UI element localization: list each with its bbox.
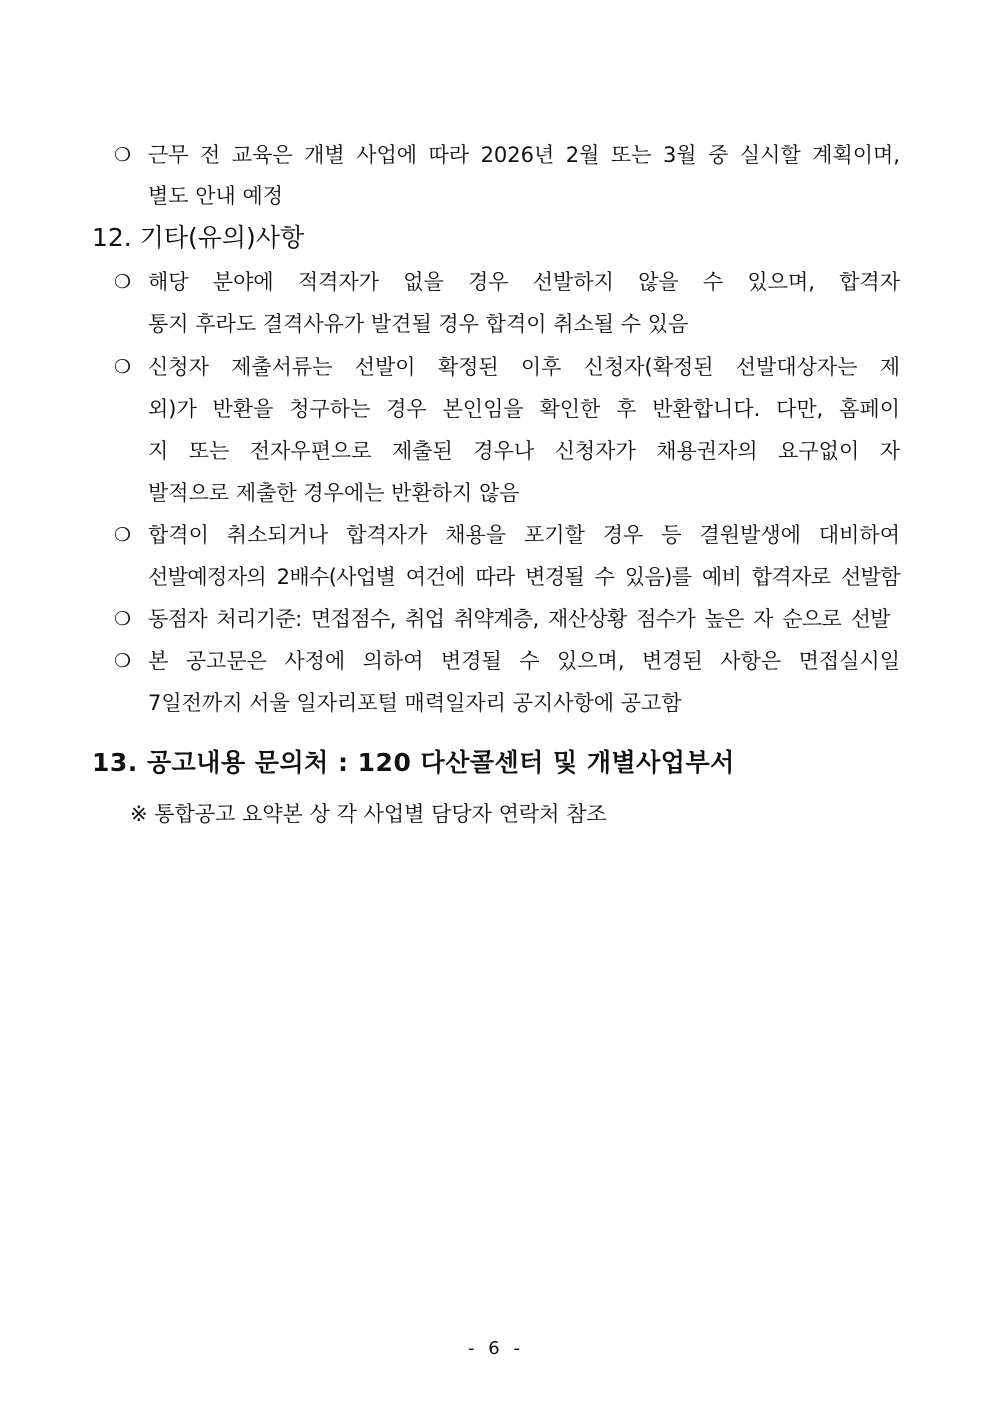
item-line: 7일전까지 서울 일자리포털 매력일자리 공지사항에 공고함 — [148, 691, 682, 715]
bullet-icon: ❍ — [114, 608, 132, 630]
section-13-heading: 13. 공고내용 문의처 : 120 다산콜센터 및 개별사업부서 — [92, 748, 735, 777]
item-line: 발적으로 제출한 경우에는 반환하지 않음 — [148, 481, 520, 505]
item-line: 통지 후라도 결격사유가 발견될 경우 합격이 취소될 수 있음 — [148, 312, 689, 336]
section-13-note: ※ 통합공고 요약본 상 각 사업별 담당자 연락처 참조 — [130, 802, 607, 826]
item-line: 지 또는 전자우편으로 제출된 경우나 신청자가 채용권자의 요구없이 자 — [148, 439, 900, 463]
intro-item-line-1: 근무 전 교육은 개별 사업에 따라 2026년 2월 또는 3월 중 실시할 계획이며, — [148, 143, 900, 167]
bullet-icon: ❍ — [114, 650, 132, 672]
section-12-heading: 12. 기타(유의)사항 — [92, 223, 305, 252]
item-line: 동점자 처리기준: 면접점수, 취업 취약계층, 재산상황 점수가 높은 자 순으로 선발 — [148, 607, 890, 631]
bullet-icon: ❍ — [114, 144, 132, 166]
page-number: - 6 - — [468, 1338, 524, 1359]
bullet-icon: ❍ — [114, 271, 132, 293]
item-line: 해당 분야에 적격자가 없을 경우 선발하지 않을 수 있으며, 합격자 — [148, 270, 900, 294]
item-line: 본 공고문은 사정에 의하여 변경될 수 있으며, 변경된 사항은 면접실시일 — [148, 649, 900, 673]
item-line: 외)가 반환을 청구하는 경우 본인임을 확인한 후 반환합니다. 다만, 홈페이 — [148, 397, 900, 421]
intro-item-line-2: 별도 안내 예정 — [148, 184, 284, 208]
item-line: 합격이 취소되거나 합격자가 채용을 포기할 경우 등 결원발생에 대비하여 — [148, 523, 900, 547]
item-line: 선발예정자의 2배수(사업별 여건에 따라 변경될 수 있음)를 예비 합격자로 선발함 — [148, 565, 900, 589]
bullet-icon: ❍ — [114, 524, 132, 546]
item-line: 신청자 제출서류는 선발이 확정된 이후 신청자(확정된 선발대상자는 제 — [148, 355, 900, 379]
bullet-icon: ❍ — [114, 356, 132, 378]
